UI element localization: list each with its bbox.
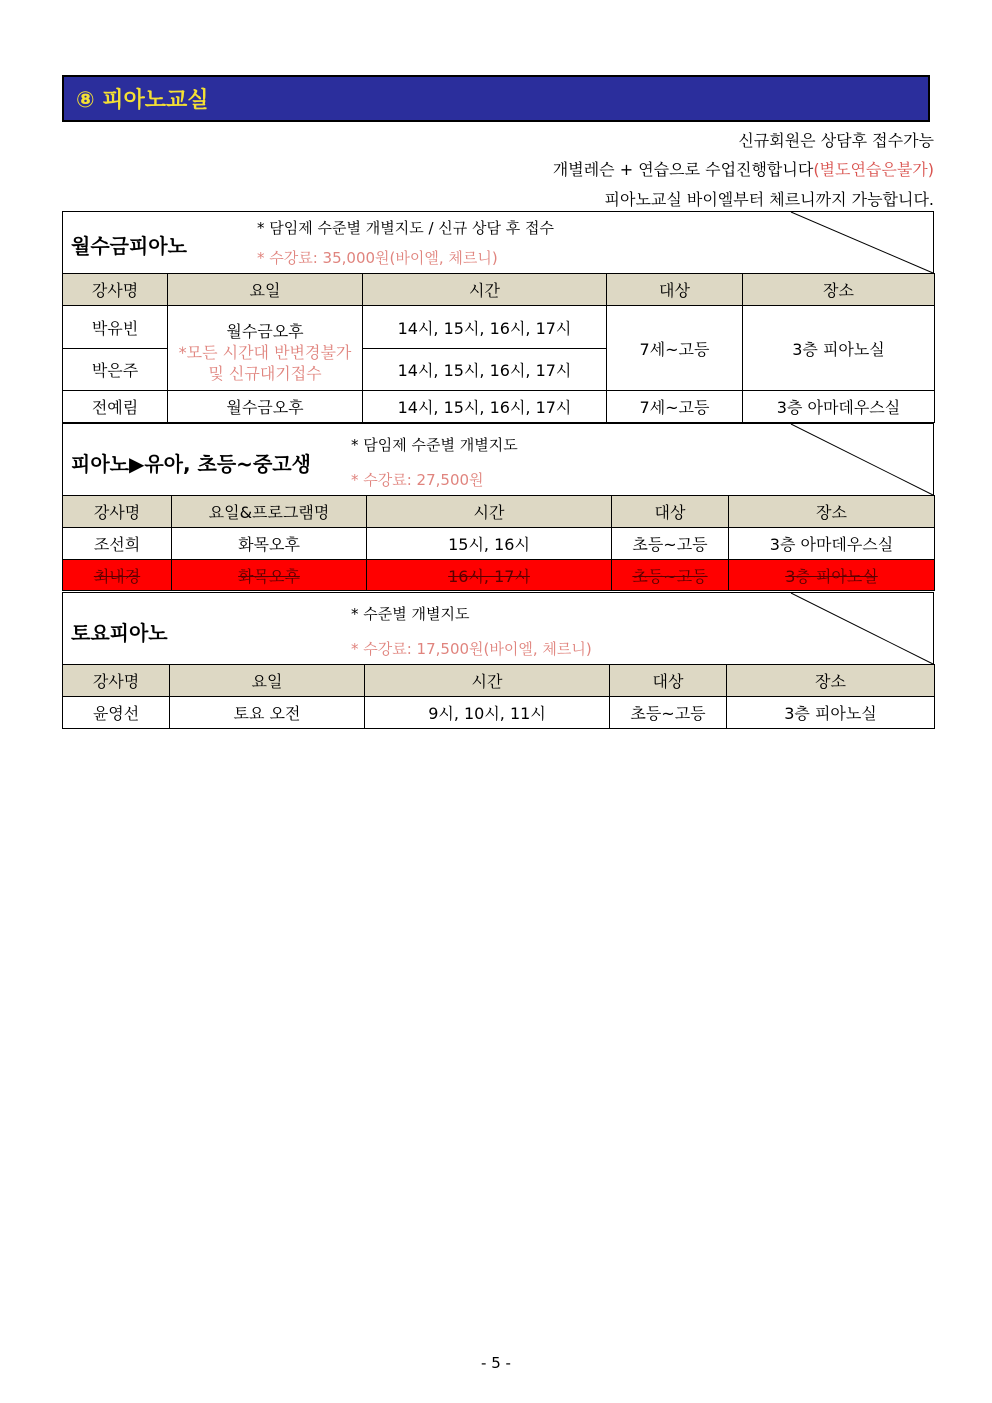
target-cell: 초등~고등 — [610, 697, 727, 729]
day-note-line2: 및 신규대기접수 — [208, 364, 322, 383]
place-cell: 3층 아마데우스실 — [743, 391, 935, 423]
time-cell: 9시, 10시, 11시 — [365, 697, 610, 729]
teacher-cell: 박은주 — [63, 349, 168, 391]
place-cell: 3층 피아노실 — [729, 560, 935, 591]
header-place: 장소 — [727, 665, 935, 697]
section2-header — [62, 423, 934, 495]
day-value: 월수금오후 — [226, 322, 304, 341]
section1-header — [62, 211, 934, 273]
header-time: 시간 — [363, 274, 607, 306]
teacher-cell: 최내경 — [63, 560, 172, 591]
table-row — [63, 306, 935, 349]
target-cell-merged: 7세~고등 — [607, 306, 743, 391]
page-number: - 5 - — [481, 1354, 511, 1372]
table-row — [63, 697, 935, 729]
teacher-cell: 박유빈 — [63, 306, 168, 349]
time-cell: 15시, 16시 — [367, 528, 612, 560]
header-place: 장소 — [743, 274, 935, 306]
table-row-cancelled — [63, 560, 935, 591]
time-cell: 14시, 15시, 16시, 17시 — [363, 306, 607, 349]
header-time: 시간 — [367, 496, 612, 528]
table-header-row — [63, 496, 935, 528]
note-lesson-main: 개별레슨 + 연습으로 수업진행합니다 — [552, 160, 814, 179]
time-cell: 14시, 15시, 16시, 17시 — [363, 391, 607, 423]
time-cell: 14시, 15시, 16시, 17시 — [363, 349, 607, 391]
section1-info: * 담임제 수준별 개별지도 / 신규 상담 후 접수 — [257, 219, 555, 237]
section3-header — [62, 592, 934, 664]
note-lesson — [553, 157, 934, 180]
day-note — [168, 342, 362, 384]
header-day-program: 요일&프로그램명 — [172, 496, 367, 528]
day-note-line1: *모든 시간대 반변경불가 — [178, 343, 352, 362]
header-day: 요일 — [170, 665, 365, 697]
note-lesson-red: (별도연습은불가) — [813, 160, 934, 179]
target-cell: 7세~고등 — [607, 391, 743, 423]
teacher-cell: 윤영선 — [63, 697, 170, 729]
header-time: 시간 — [365, 665, 610, 697]
note-level: 피아노교실 바이엘부터 체르니까지 가능합니다. — [604, 190, 934, 209]
header-teacher: 강사명 — [63, 665, 170, 697]
page-title: ⑧ 피아노교실 — [62, 75, 930, 122]
section3-name: 토요피아노 — [71, 621, 168, 645]
day-cell: 화목오후 — [172, 528, 367, 560]
section3-fee: * 수강료: 17,500원(바이엘, 체르니) — [351, 640, 592, 658]
header-day: 요일 — [168, 274, 363, 306]
target-cell: 초등~고등 — [612, 528, 729, 560]
section1-name: 월수금피아노 — [71, 234, 187, 258]
section1-table — [62, 273, 935, 423]
header-target: 대상 — [607, 274, 743, 306]
section3-info: * 수준별 개별지도 — [351, 605, 470, 623]
day-cell: 월수금오후 — [168, 391, 363, 423]
place-cell-merged: 3층 피아노실 — [743, 306, 935, 391]
day-cell: 토요 오전 — [170, 697, 365, 729]
section2-info: * 담임제 수준별 개별지도 — [351, 436, 518, 454]
day-cell: 화목오후 — [172, 560, 367, 591]
section1-fee: * 수강료: 35,000원(바이엘, 체르니) — [257, 249, 498, 267]
target-cell: 초등~고등 — [612, 560, 729, 591]
place-cell: 3층 아마데우스실 — [729, 528, 935, 560]
header-target: 대상 — [610, 665, 727, 697]
teacher-cell: 전예림 — [63, 391, 168, 423]
section2-name: 피아노▶유아, 초등~중고생 — [71, 452, 311, 476]
note-signup: 신규회원은 상담후 접수가능 — [738, 131, 934, 150]
table-row — [63, 528, 935, 560]
table-header-row — [63, 274, 935, 306]
section2-fee: * 수강료: 27,500원 — [351, 471, 484, 489]
time-cell: 16시, 17시 — [367, 560, 612, 591]
teacher-cell: 조선희 — [63, 528, 172, 560]
table-row — [63, 391, 935, 423]
place-cell: 3층 피아노실 — [727, 697, 935, 729]
section3-table — [62, 664, 935, 729]
table-header-row — [63, 665, 935, 697]
day-cell-merged — [168, 306, 363, 391]
header-place: 장소 — [729, 496, 935, 528]
section2-table — [62, 495, 935, 591]
header-teacher: 강사명 — [63, 274, 168, 306]
header-teacher: 강사명 — [63, 496, 172, 528]
header-target: 대상 — [612, 496, 729, 528]
